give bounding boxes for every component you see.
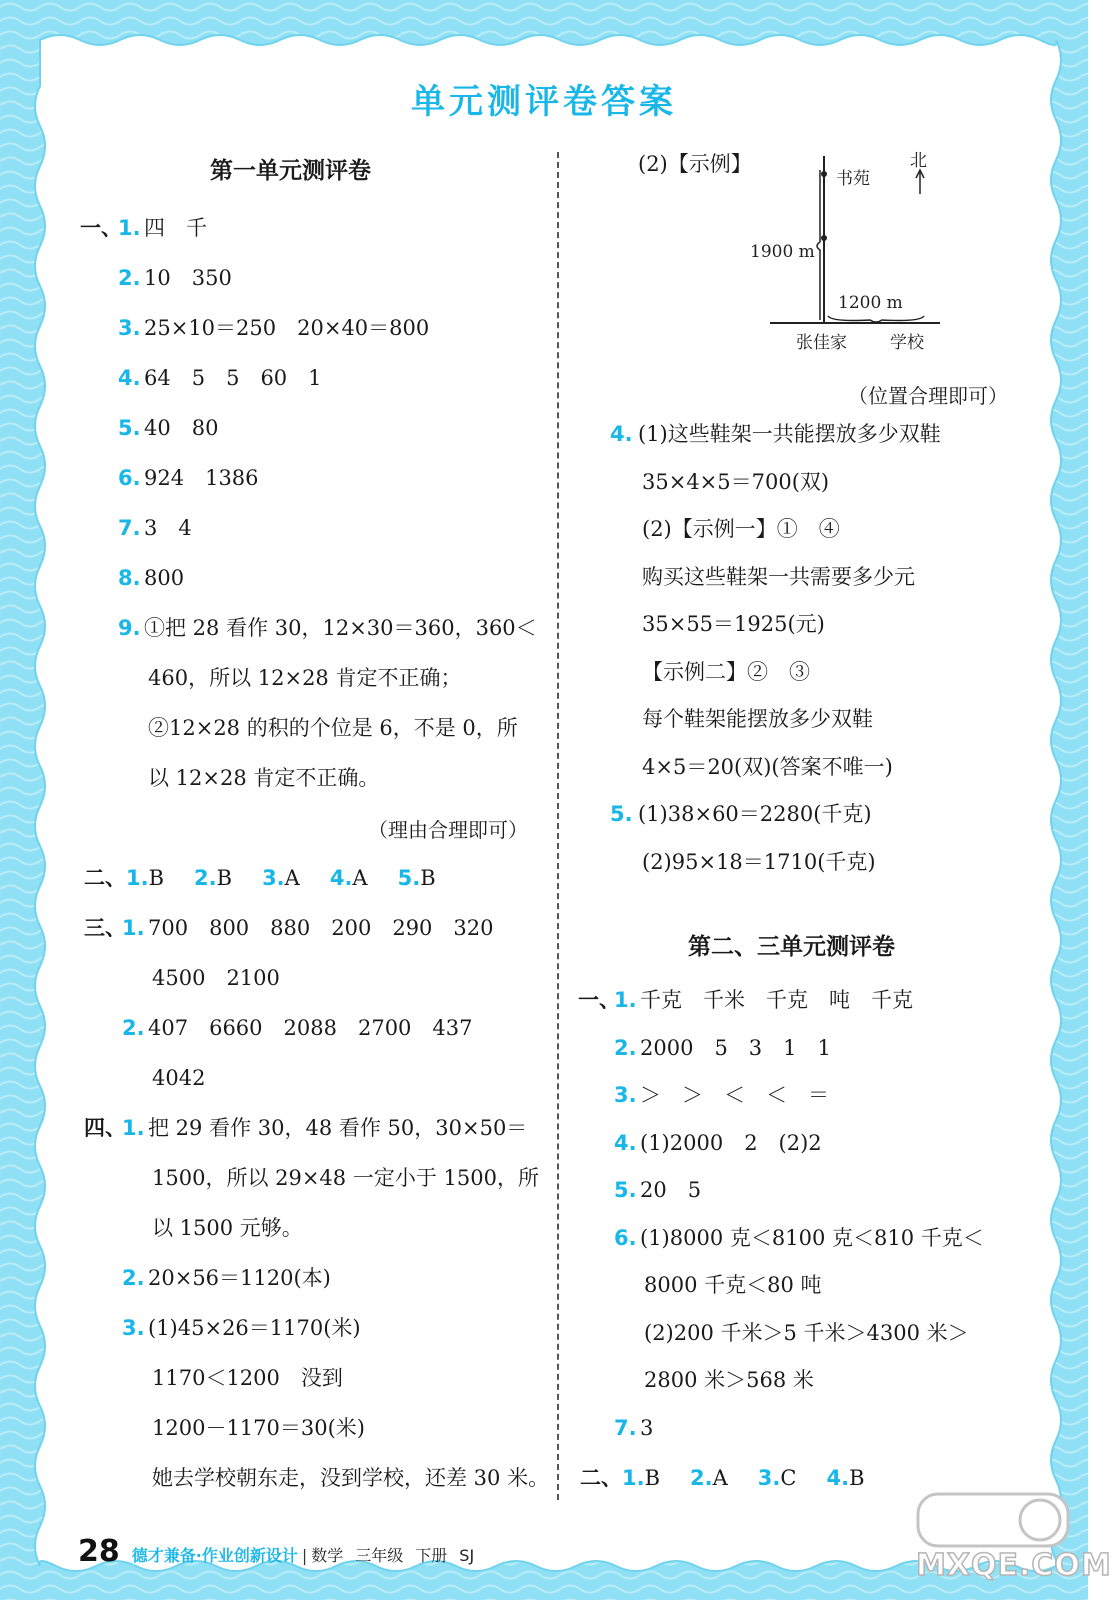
answer-text: (1)45×26＝1170(米) (148, 1316, 361, 1340)
answer-text: 35×4×5＝700(双) (642, 469, 830, 494)
question-number: 2. (118, 266, 141, 290)
choice-answer: C (780, 1466, 797, 1490)
question-group-label: 一、 (80, 216, 122, 240)
answer-text: 40 80 (144, 416, 219, 440)
horizontal-brace (828, 316, 924, 322)
answer-text: 924 1386 (144, 466, 259, 490)
question-number: 6. (118, 466, 141, 490)
answer-text: 20×56＝1120(本) (148, 1266, 331, 1290)
answer-text: 以 1500 元够。 (152, 1216, 303, 1240)
route-diagram (750, 150, 1020, 360)
series-name: 德才兼备·作业创新设计 (131, 1546, 298, 1565)
question-number: 5. (397, 866, 421, 890)
footer-edition: SJ (459, 1546, 475, 1565)
question-group-label: 三、 (84, 916, 126, 940)
question-number: 7. (118, 516, 141, 540)
question-number: 1. (122, 1116, 145, 1140)
choice-answer: B (644, 1466, 661, 1490)
question-number: 4. (826, 1466, 850, 1490)
section-title-unit23: 第二、三单元测评卷 (688, 934, 895, 960)
question-number: 3. (118, 316, 141, 340)
answer-text: (1)2000 2 (2)2 (640, 1130, 822, 1155)
answer-text: 2800 米＞568 米 (644, 1368, 814, 1392)
answer-text: ＞ ＞ ＜ ＜ ＝ (640, 1083, 829, 1107)
answer-text: (2)【示例一】① ④ (642, 517, 840, 541)
answer-text: 她去学校朝东走，没到学校，还差 30 米。 (152, 1466, 550, 1490)
label-north: 北 (910, 151, 927, 171)
question-number: 2. (614, 1035, 637, 1060)
left-choice-line (84, 864, 466, 892)
question-number: 3. (122, 1316, 145, 1340)
question-group-label: 二、 (84, 866, 126, 890)
question-number: 8. (118, 566, 141, 590)
question-number: 5. (118, 416, 141, 440)
question-number: 1. (622, 1466, 645, 1490)
answer-text: 8000 千克＜80 吨 (644, 1273, 822, 1297)
choice-answer: B (849, 1466, 865, 1490)
page-title: 单元测评卷答案 (411, 82, 677, 122)
question-number: 1. (118, 216, 141, 240)
answer-text: 购买这些鞋架一共需要多少元 (642, 564, 915, 589)
answer-text: 700 800 880 200 290 320 (148, 916, 494, 940)
answer-text: (1)这些鞋架一共能摆放多少双鞋 (638, 422, 941, 446)
question-number: 2. (122, 1016, 145, 1040)
answer-text: 35×55＝1925(元) (642, 612, 825, 636)
question-group-label: 一、 (578, 988, 620, 1012)
note-reason: （理由合理即可） (368, 818, 528, 842)
question-number: 3. (262, 866, 285, 890)
question-number: 5. (614, 1178, 637, 1202)
choice-answer: A (284, 866, 300, 890)
choice-answer: A (712, 1466, 728, 1490)
answer-text: (2)95×18＝1710(千克) (642, 849, 876, 874)
answer-text: 【示例二】② ③ (642, 659, 810, 684)
label-bookstore: 书苑 (836, 169, 870, 189)
answer-text: 1170＜1200 没到 (152, 1366, 343, 1390)
answer-text: (1)8000 克＜8100 克＜810 千克＜ (640, 1225, 984, 1250)
answer-text: 4500 2100 (152, 966, 280, 990)
label-distance-horizontal: 1200 m (838, 293, 903, 313)
answer-text: ②12×28 的积的个位是 6，不是 0，所 (148, 716, 518, 740)
bookstore-dot (821, 171, 827, 177)
question-number: 7. (614, 1415, 637, 1440)
question-number: 2. (690, 1466, 713, 1490)
note-position: （位置合理即可） (848, 384, 1008, 408)
footer-subject: 数学 (311, 1546, 344, 1565)
question-number: 9. (118, 616, 141, 640)
answer-text: ①把 28 看作 30，12×30＝360，360＜ (144, 616, 537, 640)
answer-text: 460，所以 12×28 肯定不正确； (148, 666, 462, 690)
answer-text: 把 29 看作 30，48 看作 50，30×50＝ (148, 1116, 528, 1140)
column-divider (557, 152, 559, 1500)
vertical-brace (817, 170, 820, 320)
answer-text: 407 6660 2088 2700 437 (148, 1016, 473, 1040)
question-group-label: 二、 (580, 1466, 622, 1490)
midpoint-dot (821, 235, 827, 241)
answer-text: 20 5 (640, 1178, 702, 1202)
answer-text: 每个鞋架能摆放多少双鞋 (642, 707, 873, 731)
footer (78, 1534, 486, 1569)
footer-grade: 三年级 (355, 1546, 404, 1565)
answer-text: 64 5 5 60 1 (144, 366, 322, 390)
footer-volume: 下册 (415, 1546, 448, 1565)
choice-answer: B (216, 866, 233, 890)
question-number: 4. (610, 422, 633, 446)
section-title-unit1: 第一单元测评卷 (210, 158, 371, 184)
answer-text: 千克 千米 千克 吨 千克 (640, 988, 913, 1012)
answer-text: 25×10＝250 20×40＝800 (144, 316, 430, 340)
question-number: 6. (614, 1225, 637, 1250)
answer-text: 10 350 (144, 266, 232, 290)
question-number: 5. (610, 802, 633, 826)
question-number: 3. (757, 1466, 781, 1490)
answer-text: 800 (144, 566, 185, 590)
answer-text: 2000 5 3 1 1 (640, 1035, 831, 1060)
answer-text: 4×5＝20(双)(答案不唯一) (642, 754, 893, 779)
question-number: 4. (329, 866, 353, 890)
label-home: 张佳家 (796, 333, 847, 353)
right-choice-line (580, 1464, 895, 1492)
question-number: 1. (122, 916, 145, 940)
question-number: 4. (118, 366, 141, 390)
question-number: 1. (126, 866, 149, 890)
answer-text: (2)200 千米＞5 千米＞4300 米＞ (644, 1320, 969, 1345)
watermark-text: MXQE.COM (916, 1548, 1112, 1583)
answer-text: 3 4 (144, 516, 192, 540)
question-group-label: 四、 (84, 1116, 126, 1140)
question-number: 2. (194, 866, 217, 890)
question-number: 1. (614, 988, 637, 1012)
example-label: (2)【示例】 (638, 152, 752, 176)
choice-answer: B (148, 866, 165, 890)
choice-answer: B (420, 866, 436, 890)
question-number: 2. (122, 1266, 145, 1290)
answer-text: (1)38×60＝2280(千克) (638, 802, 872, 826)
question-number: 4. (614, 1130, 637, 1155)
answer-text: 3 (640, 1415, 654, 1440)
question-number: 3. (614, 1083, 637, 1107)
answer-text: 1500，所以 29×48 一定小于 1500，所 (152, 1166, 539, 1190)
label-distance-vertical: 1900 m (750, 242, 815, 262)
answer-text: 4042 (152, 1066, 206, 1090)
answer-text: 四 千 (144, 216, 207, 240)
footer-separator: | (301, 1546, 308, 1565)
page-number: 28 (78, 1534, 120, 1569)
label-school: 学校 (890, 333, 924, 353)
choice-answer: A (352, 866, 368, 890)
answer-text: 以 12×28 肯定不正确。 (148, 766, 380, 790)
answer-text: 1200－1170＝30(米) (152, 1416, 365, 1440)
